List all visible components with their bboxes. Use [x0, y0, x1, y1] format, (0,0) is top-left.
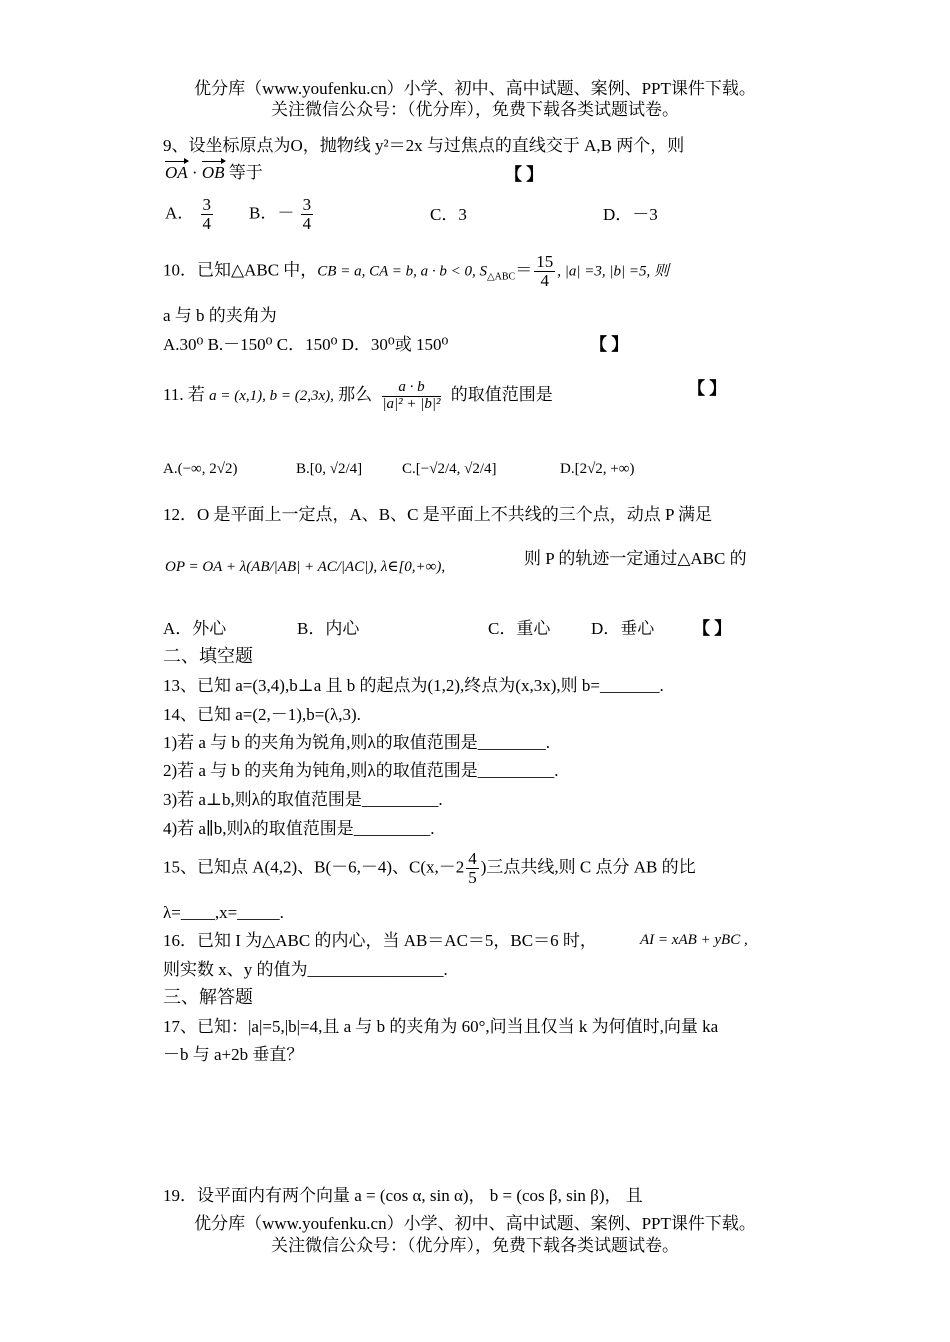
q13: 13、已知 a=(3,4),b⊥a 且 b 的起点为(1,2),终点为(x,3x),则 b=_______. [163, 676, 664, 695]
q9-equals-label: 等于 [228, 163, 263, 182]
footer-line-2: 关注微信公众号：（优分库），免费下载各类试题试卷。 [271, 1236, 679, 1255]
q12-option-a: A．外心 [163, 619, 227, 638]
q11-option-a: A.(−∞, 2√2) [163, 461, 238, 477]
q16-stem: 16．已知 I 为△ABC 的内心，当 AB＝AC＝5，BC＝6 时， [163, 931, 597, 950]
section-answer-heading: 三、解答题 [163, 987, 253, 1007]
q9-stem-line-1: 9、设坐标原点为O，抛物线 y²＝2x 与过焦点的直线交于 A,B 两个，则 [163, 136, 685, 155]
q11-answer-bracket: 【 】 [688, 379, 727, 398]
q12-option-d: D．垂心 [591, 619, 655, 638]
q12-stem-line-1: 12．O 是平面上一定点，A、B、C 是平面上不共线的三个点，动点 P 满足 [163, 505, 713, 524]
vector-ob: OB [201, 163, 225, 182]
q11-option-c: C.[−√2/4, √2/4] [402, 461, 497, 477]
q9-option-a: A． $\frac{3}{4}$ [165, 195, 212, 233]
q9-answer-bracket: 【 】 [505, 165, 544, 184]
q9-stem-line-2: OA · OB 等于 [165, 163, 263, 182]
q14-part-1: 1)若 a 与 b 的夹角为锐角,则λ的取值范围是________. [163, 733, 550, 752]
q12-option-b: B．内心 [297, 619, 360, 638]
q14-stem: 14、已知 a=(2,－1),b=(λ,3). [163, 705, 361, 724]
q12-stem-line-2: 则 P 的轨迹一定通过△ABC 的 [524, 549, 747, 568]
q10-line-2: a 与 b 的夹角为 [163, 306, 277, 325]
q10-magnitudes: , |a| =3, |b| =5, 则 [557, 263, 669, 280]
q12-answer-bracket: 【 】 [693, 619, 732, 638]
q11-option-d: D.[2√2, +∞) [560, 461, 635, 477]
q12-option-c: C．重心 [488, 619, 551, 638]
q14-part-4: 4)若 a∥b,则λ的取值范围是_________. [163, 819, 435, 838]
q17-line-1: 17、已知：|a|=5,|b|=4,且 a 与 b 的夹角为 60°,问当且仅当 k 为何值时,向量 ka [163, 1017, 719, 1036]
q11-stem: 11. 若 a = (x,1), b = (2,3x), 那么 $\frac{a \cdot b}{\text{|a|² + |b|²}}$ 的取值范围是 [163, 379, 553, 412]
q16-line-2: 则实数 x、y 的值为________________. [163, 960, 448, 979]
q11-vector-conditions: a = (x,1), b = (2,3x), [209, 388, 334, 405]
q15-line-2: λ=____,x=_____. [163, 903, 284, 922]
q15-stem: 15、已知点 A(4,2)、B(－6,－4)、C(x,－2 $\frac{4}{5}$ )三点共线,则 C 点分 AB 的比 [163, 849, 696, 887]
q10-options: A.30⁰ B.－150⁰ C．150⁰ D．30⁰或 150⁰ [163, 335, 449, 354]
header-line-2: 关注微信公众号：（优分库），免费下载各类试题试卷。 [271, 100, 679, 119]
q19-stem: 19．设平面内有两个向量 a = (cos α, sin α)， b = (cos β, sin β)， 且 [163, 1186, 643, 1205]
q10-vector-conditions: CB = a, CA = b, a · b < 0, S [317, 263, 487, 280]
q16-formula: AI = xAB + yBC , [640, 932, 748, 948]
section-fill-in-heading: 二、填空题 [163, 646, 253, 666]
q17-line-2: －b 与 a+2b 垂直？ [163, 1045, 304, 1064]
q9-option-b: B．－ $\frac{3}{4}$ [249, 195, 312, 233]
q10-stem: 10．已知△ABC 中，CB = a, CA = b, a · b < 0, $S_{\triangle ABC}=$ $\frac{15}{4}$ , |a| =3, |b| =5, 则 [163, 252, 669, 290]
vector-oa: OA [165, 163, 188, 182]
header-line-1: 优分库（www.youfenku.cn）小学、初中、高中试题、案例、PPT课件下载。 [194, 79, 756, 98]
footer-line-1: 优分库（www.youfenku.cn）小学、初中、高中试题、案例、PPT课件下载。 [194, 1214, 756, 1233]
q11-option-b: B.[0, √2/4] [296, 461, 363, 477]
q10-answer-bracket: 【 】 [590, 335, 629, 354]
q12-formula: OP = OA + λ(AB/|AB| + AC/|AC|), λ∈[0,+∞), [165, 559, 446, 575]
q14-part-3: 3)若 a⊥b,则λ的取值范围是_________. [163, 790, 443, 809]
q14-part-2: 2)若 a 与 b 的夹角为钝角,则λ的取值范围是_________. [163, 761, 559, 780]
q9-option-c: C．3 [430, 205, 467, 224]
q9-option-d: D．－3 [603, 205, 658, 224]
q11-fraction: $\frac{a \cdot b}{\text{|a|² + |b|²}}$ [382, 379, 441, 412]
